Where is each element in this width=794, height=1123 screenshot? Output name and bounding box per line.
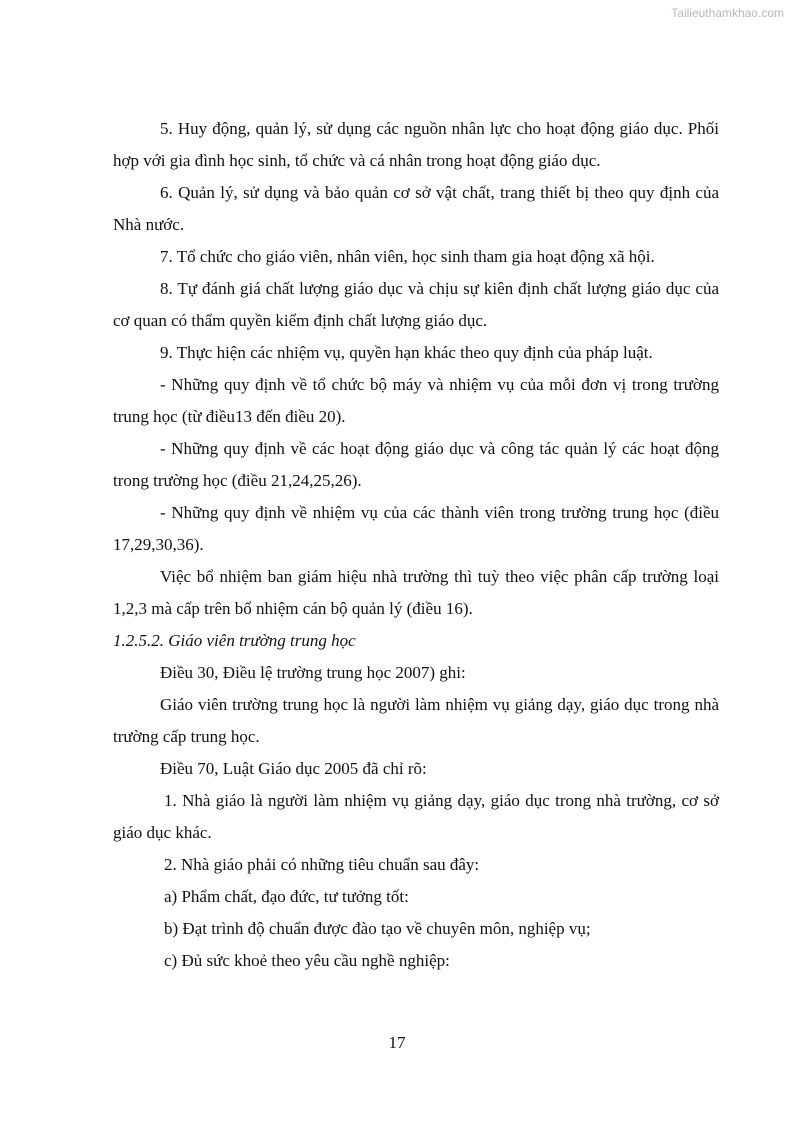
paragraph-article-70: Điều 70, Luật Giáo dục 2005 đã chỉ rõ: <box>160 759 427 778</box>
list-item-c: c) Đủ sức khoẻ theo yêu cầu nghề nghiệp: <box>164 951 450 970</box>
page-number: 17 <box>388 1033 406 1052</box>
list-item-b: b) Đạt trình độ chuẩn được đào tạo về chuyên môn, nghiệp vụ; <box>164 919 591 938</box>
paragraph-item-7: 7. Tổ chức cho giáo viên, nhân viên, học sinh tham gia hoạt động xã hội. <box>160 247 655 266</box>
paragraph-item-6: 6. Quản lý, sử dụng và bảo quản cơ sở vật chất, trang thiết bị theo quy định của Nhà nước. <box>113 183 719 234</box>
paragraph-item-8: 8. Tự đánh giá chất lượng giáo dục và chịu sự kiên định chất lượng giáo dục của cơ quan có thẩm quyền kiểm định chất lượng giáo dục. <box>113 279 719 330</box>
document-body <box>113 113 719 977</box>
paragraph-appointment: Việc bổ nhiệm ban giám hiệu nhà trường thì tuỳ theo việc phân cấp trường loại 1,2,3 mà cấp trên bổ nhiệm cán bộ quản lý (điều 16). <box>113 567 719 618</box>
paragraph-article-30: Điều 30, Điều lệ trường trung học 2007) ghi: <box>160 663 466 682</box>
paragraph-item-9: 9. Thực hiện các nhiệm vụ, quyền hạn khác theo quy định của pháp luật. <box>160 343 653 362</box>
list-item-a: a) Phẩm chất, đạo đức, tư tưởng tốt: <box>164 887 409 906</box>
paragraph-member-rules: - Những quy định về nhiệm vụ của các thành viên trong trường trung học (điều 17,29,30,36). <box>113 503 719 554</box>
paragraph-org-rules: - Những quy định về tổ chức bộ máy và nhiệm vụ của mỗi đơn vị trong trường trung học (từ điều13 đến điều 20). <box>113 375 719 426</box>
watermark-text: Tailieuthamkhao.com <box>671 6 784 20</box>
paragraph-teacher-definition: Giáo viên trường trung học là người làm nhiệm vụ giảng dạy, giáo dục trong nhà trường cấp trung học. <box>113 695 719 746</box>
paragraph-clause-2: 2. Nhà giáo phải có những tiêu chuẩn sau đây: <box>164 855 480 874</box>
section-heading: 1.2.5.2. Giáo viên trường trung học <box>113 631 356 650</box>
paragraph-activity-rules: - Những quy định về các hoạt động giáo dục và công tác quản lý các hoạt động trong trường học (điều 21,24,25,26). <box>113 439 719 490</box>
paragraph-item-5: 5. Huy động, quản lý, sử dụng các nguồn nhân lực cho hoạt động giáo dục. Phối hợp với gia đình học sinh, tổ chức và cá nhân trong hoạt động giáo dục. <box>113 119 719 170</box>
paragraph-clause-1: 1. Nhà giáo là người làm nhiệm vụ giảng dạy, giáo dục trong nhà trường, cơ sở giáo dục khác. <box>113 791 719 842</box>
